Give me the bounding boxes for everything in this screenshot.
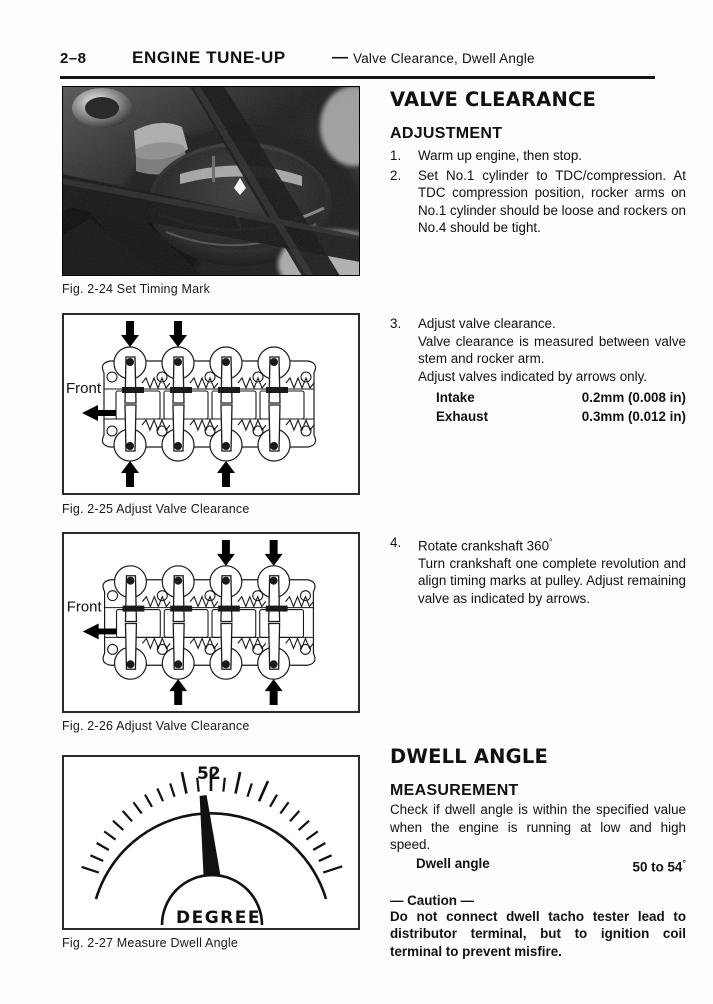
dwell-angle-heading: DWELL ANGLE bbox=[390, 745, 549, 768]
indicator-arrows bbox=[169, 540, 282, 705]
header-subtitle: Valve Clearance, Dwell Angle bbox=[353, 51, 535, 66]
header-dash: — bbox=[332, 49, 348, 66]
step-3-block bbox=[390, 313, 686, 426]
step-3-line-1: Adjust valve clearance. bbox=[418, 316, 556, 331]
step-4-number: 4. bbox=[390, 535, 402, 550]
caution-body: Do not connect dwell tacho tester lead to distributor terminal, but to ignition coil terminal to prevent misfire. bbox=[390, 908, 686, 959]
gauge-hub-label: DEGREE bbox=[176, 908, 261, 928]
step-4 bbox=[390, 534, 686, 607]
step-3-number: 3. bbox=[390, 316, 402, 331]
step-1-text: Warm up engine, then stop. bbox=[418, 148, 583, 163]
adjustment-subheading: ADJUSTMENT bbox=[390, 125, 503, 142]
figure-valve-clearance-2 bbox=[62, 532, 360, 713]
step-3 bbox=[390, 315, 686, 385]
gauge-needle bbox=[195, 795, 222, 886]
spec-dwell-value bbox=[633, 854, 686, 876]
spec-dwell-label: Dwell angle bbox=[416, 855, 490, 871]
measurement-subheading: MEASUREMENT bbox=[390, 782, 519, 799]
degree-symbol-icon: ° bbox=[549, 537, 553, 547]
figure-caption-2-24: Fig. 2-24 Set Timing Mark bbox=[62, 282, 211, 296]
caution-heading: — Caution — bbox=[390, 892, 475, 908]
svg-text:Front: Front bbox=[66, 599, 102, 616]
spec-intake-value: 0.2mm (0.008 in) bbox=[581, 390, 686, 405]
step-4-line-1-text: Rotate crankshaft 360 bbox=[418, 538, 550, 554]
valve-clearance-section bbox=[390, 88, 686, 237]
step-4-line-1 bbox=[418, 534, 686, 555]
step-1-number: 1. bbox=[390, 148, 402, 163]
gauge-scale-label: 52 bbox=[197, 764, 221, 784]
svg-text:Front: Front bbox=[66, 380, 102, 397]
figure-caption-2-25: Fig. 2-25 Adjust Valve Clearance bbox=[62, 502, 250, 516]
step-4-block bbox=[390, 532, 686, 607]
page-header bbox=[60, 48, 655, 78]
degree-symbol-icon: ° bbox=[682, 857, 686, 868]
page-title: ENGINE TUNE-UP bbox=[132, 48, 286, 67]
indicator-arrows bbox=[121, 321, 235, 487]
figure-caption-2-27: Fig. 2-27 Measure Dwell Angle bbox=[62, 936, 239, 950]
dwell-angle-body: Check if dwell angle is within the specified value when the engine is running at low and high speed. bbox=[390, 802, 686, 852]
figure-timing-mark-photo bbox=[62, 86, 360, 276]
step-1 bbox=[390, 147, 686, 165]
page-number: 2–8 bbox=[60, 50, 87, 67]
step-3-line-2: Valve clearance is measured between valve stem and rocker arm. bbox=[418, 333, 686, 366]
spec-dwell-value-text: 50 to 54 bbox=[632, 858, 683, 874]
spec-exhaust-label: Exhaust bbox=[436, 409, 489, 424]
valve-clearance-heading: VALVE CLEARANCE bbox=[390, 88, 597, 111]
step-4-line-2: Turn crankshaft one complete revolution and align timing marks at pulley. Adjust remaining valve as indicated by arrows. bbox=[418, 555, 686, 606]
figure-valve-clearance-1 bbox=[62, 313, 360, 495]
dwell-angle-section bbox=[390, 745, 686, 960]
step-2-number: 2. bbox=[390, 167, 402, 183]
header-rule bbox=[60, 76, 655, 79]
figure-dwell-meter bbox=[62, 755, 360, 930]
figure-caption-2-26: Fig. 2-26 Adjust Valve Clearance bbox=[62, 719, 250, 733]
spec-exhaust-value: 0.3mm (0.012 in) bbox=[581, 409, 686, 424]
step-3-line-3: Adjust valves indicated by arrows only. bbox=[418, 368, 647, 384]
step-2-text: Set No.1 cylinder to TDC/compression. At TDC compression position, rocker arms on No.1 cylinder should be loose and rockers on No.4 should be tight. bbox=[418, 167, 686, 235]
spec-intake-label: Intake bbox=[436, 390, 475, 405]
spec-exhaust bbox=[418, 407, 686, 426]
spec-intake bbox=[418, 388, 686, 407]
step-2 bbox=[390, 167, 686, 237]
spec-dwell-angle bbox=[390, 854, 686, 876]
